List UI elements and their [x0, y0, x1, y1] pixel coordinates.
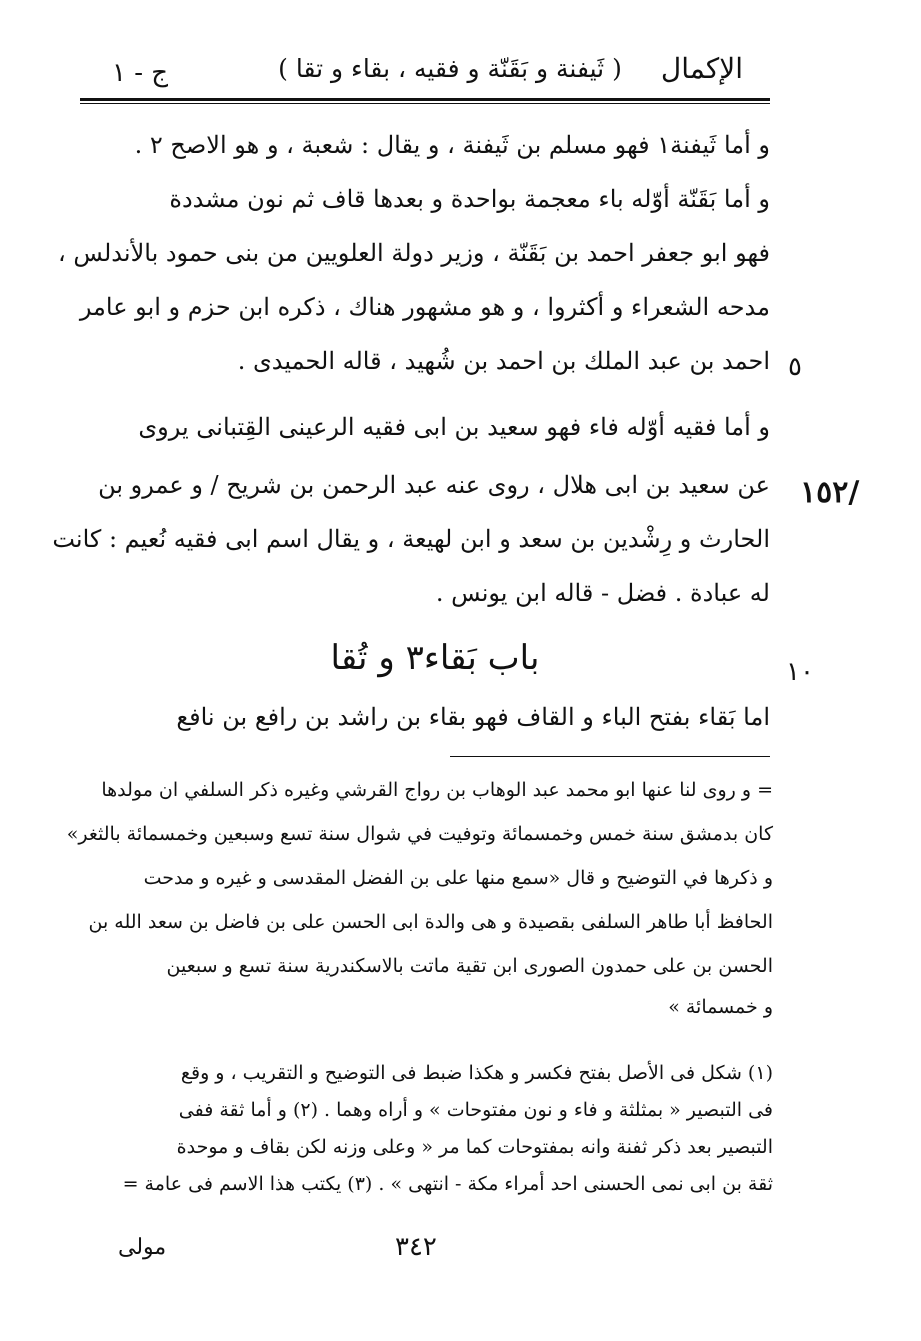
book-title: الإكمال [660, 52, 743, 85]
line-number-5: ٥ [788, 352, 802, 382]
footnote-line: (١) شكل فى الأصل بفتح فكسر و هكذا ضبط فى التوضيح و التقريب ، و وقع [180, 1062, 773, 1084]
footnote-line: الحسن بن على حمدون الصورى ابن تقية ماتت بالاسكندرية سنة تسع و سبعين [166, 955, 773, 977]
volume-label: ج - ١ [112, 58, 169, 88]
header-rule [80, 98, 770, 101]
header-rule-thin [80, 103, 770, 104]
body-line: احمد بن عبد الملك بن احمد بن شُهيد ، قاله الحميدى . [237, 347, 770, 375]
footnote-line: فى التبصير « بمثلثة و فاء و نون مفتوحات » و أراه وهما . (٢) و أما ثقة ففى [178, 1099, 773, 1121]
body-line: فهو ابو جعفر احمد بن بَقَنّة ، وزير دولة العلويين من بنى حمود بالأندلس ، [58, 239, 770, 267]
body-line: و أما فقيه أوّله فاء فهو سعيد بن ابى فقيه الرعينى القِتبانى يروى [138, 413, 770, 441]
footnote-line: الحافظ أبا طاهر السلفى بقصيدة و هى والدة ابى الحسن على بن فاضل بن سعد الله بن [88, 911, 773, 933]
footnote-rule [450, 756, 770, 757]
footnote-line: التبصير بعد ذكر ثفنة وانه بمفتوحات كما مر « وعلى وزنه لكن بقاف و موحدة [176, 1136, 773, 1158]
footnotes [98, 1055, 773, 1203]
line-number-10: ١٠ [786, 657, 814, 687]
section-title: باب بَقاء٣ و تُقا [330, 638, 540, 678]
running-heading: ( ثَيفنة و بَقَنّة و فقيه ، بقاء و تقا ) [278, 54, 622, 83]
body-line: و أما ثَيفنة١ فهو مسلم بن ثَيفنة ، و يقال : شعبة ، و هو الاصح ٢ . [134, 131, 770, 159]
body-line: و أما بَقَنّة أوّله باء معجمة بواحدة و بعدها قاف ثم نون مشددة [169, 185, 770, 213]
body-line: اما بَقاء بفتح الباء و القاف فهو بقاء بن راشد بن رافع بن نافع [176, 703, 770, 731]
footnote-line: = و روى لنا عنها ابو محمد عبد الوهاب بن رواج القرشي وغيره ذكر السلفي ان مولدها [101, 779, 773, 801]
main-text [52, 118, 770, 620]
body-line: مدحه الشعراء و أكثروا ، و هو مشهور هناك ، ذكره ابن حزم و ابو عامر [79, 293, 770, 321]
footnote-line: و خمسمائة » [668, 996, 773, 1018]
footnote-continued [66, 768, 773, 1026]
page-number: ٣٤٢ [395, 1232, 437, 1262]
footnote-line: و ذكرها في التوضيح و قال «سمع منها على بن الفضل المقدسى و غيره و مدحت [143, 867, 773, 889]
footnote-line: كان بدمشق سنة خمس وخمسمائة وتوفيت في شوال سنة تسع وسبعين وخمسمائة بالثغر» [66, 823, 773, 845]
folio-marker: ١٥٢/ [800, 475, 860, 510]
footnote-line: ثقة بن ابى نمى الحسنى احد أمراء مكة - انتهى » . (٣) يكتب هذا الاسم فى عامة = [122, 1173, 773, 1195]
body-line: له عبادة . فضل - قاله ابن يونس . [435, 579, 770, 607]
body-line: الحارث و رِشْدين بن سعد و ابن لهيعة ، و يقال اسم ابى فقيه نُعيم : كانت [52, 525, 770, 553]
body-line: عن سعيد بن ابى هلال ، روى عنه عبد الرحمن بن شريح / و عمرو بن [98, 471, 770, 499]
catchword: مولى [118, 1235, 167, 1260]
